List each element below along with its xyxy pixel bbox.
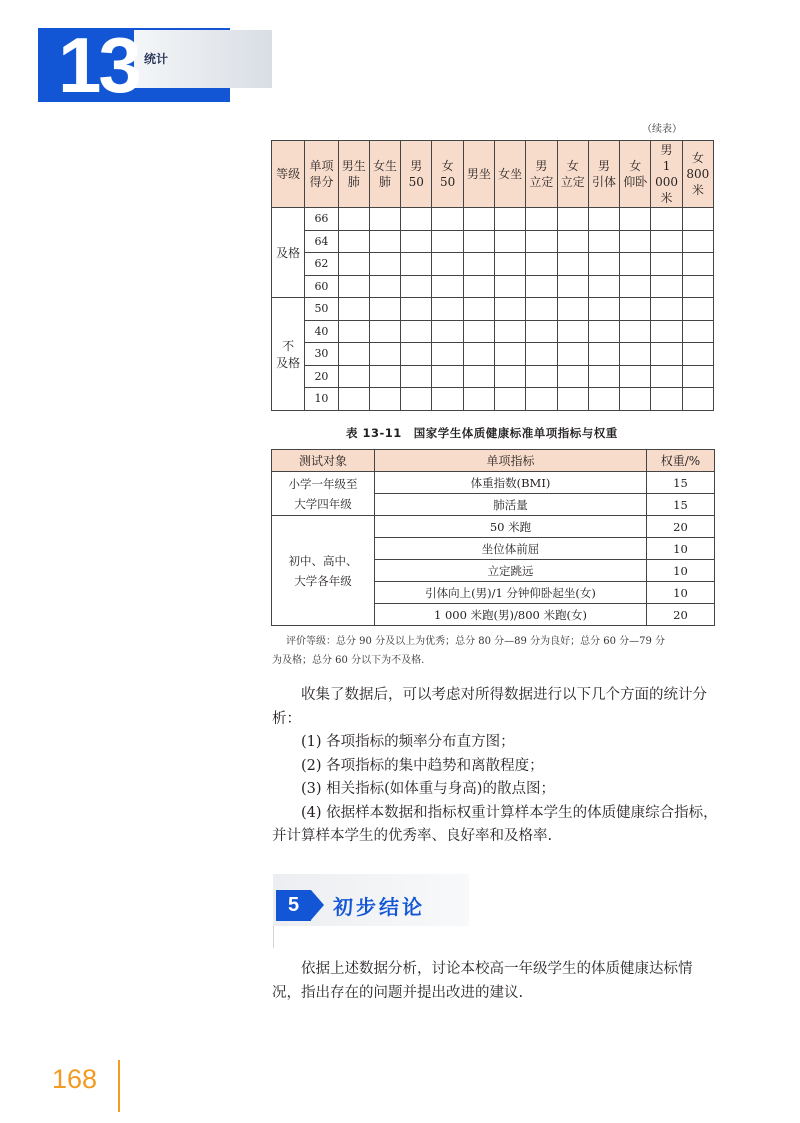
empty-cell xyxy=(463,320,494,343)
empty-cell xyxy=(369,320,400,343)
group-label: 初中、高中、 大学各年级 xyxy=(272,516,375,626)
empty-cell xyxy=(401,208,432,231)
header-cell: 男 1 000 米 xyxy=(651,141,682,208)
empty-cell xyxy=(401,388,432,411)
table-caption: 表 13-11 国家学生体质健康标准单项指标与权重 xyxy=(346,426,618,440)
list-item: (1) 各项指标的频率分布直方图； xyxy=(301,734,515,750)
header-cell: 权重/% xyxy=(647,450,715,472)
table-row xyxy=(272,516,715,538)
empty-cell xyxy=(463,343,494,366)
table-row xyxy=(272,343,714,366)
empty-cell xyxy=(401,230,432,253)
empty-cell xyxy=(682,343,713,366)
weight-cell: 20 xyxy=(647,604,715,626)
continued-label: （续表） xyxy=(642,124,682,135)
list-item: (4) 依据样本数据和指标权重计算样本学生的体质健康综合指标，并计算样本学生的优秀率、良好率和及格率. xyxy=(272,804,718,844)
weight-cell: 20 xyxy=(647,516,715,538)
header-cell: 女 立定 xyxy=(557,141,588,208)
empty-cell xyxy=(401,320,432,343)
empty-cell xyxy=(495,320,526,343)
empty-cell xyxy=(463,388,494,411)
chapter-title: 统计 xyxy=(144,52,169,66)
table-row xyxy=(272,208,714,231)
empty-cell xyxy=(557,208,588,231)
empty-cell xyxy=(588,275,619,298)
empty-cell xyxy=(463,253,494,276)
item-cell: 1 000 米跑(男)/800 米跑(女) xyxy=(375,604,647,626)
empty-cell xyxy=(651,230,682,253)
empty-cell xyxy=(588,388,619,411)
empty-cell xyxy=(495,275,526,298)
section-arrow-icon xyxy=(311,890,324,920)
header-cell: 女 800 米 xyxy=(682,141,713,208)
empty-cell xyxy=(432,388,463,411)
score-cell: 62 xyxy=(305,253,338,276)
empty-cell xyxy=(432,275,463,298)
item-cell: 坐位体前屈 xyxy=(375,538,647,560)
item-cell: 体重指数(BMI) xyxy=(375,472,647,494)
empty-cell xyxy=(682,275,713,298)
empty-cell xyxy=(369,343,400,366)
empty-cell xyxy=(588,298,619,321)
empty-cell xyxy=(495,253,526,276)
empty-cell xyxy=(432,253,463,276)
empty-cell xyxy=(338,230,369,253)
table-row xyxy=(272,275,714,298)
empty-cell xyxy=(620,388,651,411)
header-cell: 测试对象 xyxy=(272,450,375,472)
empty-cell xyxy=(557,343,588,366)
table-row xyxy=(272,320,714,343)
weight-table-header xyxy=(272,450,715,472)
item-cell: 立定跳远 xyxy=(375,560,647,582)
intro-paragraph: 收集了数据后，可以考虑对所得数据进行以下几个方面的统计分析： xyxy=(272,687,707,727)
conclusion-paragraph: 依据上述数据分析，讨论本校高一年级学生的体质健康达标情况，指出存在的问题并提出改进的建议. xyxy=(272,961,693,1001)
empty-cell xyxy=(495,343,526,366)
empty-cell xyxy=(338,298,369,321)
empty-cell xyxy=(651,298,682,321)
empty-cell xyxy=(369,208,400,231)
empty-cell xyxy=(338,253,369,276)
empty-cell xyxy=(526,298,557,321)
empty-cell xyxy=(588,230,619,253)
table-row xyxy=(272,388,714,411)
empty-cell xyxy=(401,343,432,366)
chapter-number: 13 xyxy=(58,21,139,109)
empty-cell xyxy=(338,275,369,298)
header-cell: 男 立定 xyxy=(526,141,557,208)
note-line: 评价等级：总分 90 分及以上为优秀；总分 80 分—89 分为良好；总分 60 分—79 分 xyxy=(286,636,666,647)
empty-cell xyxy=(432,298,463,321)
header-cell: 女坐 xyxy=(495,141,526,208)
empty-cell xyxy=(495,365,526,388)
empty-cell xyxy=(682,365,713,388)
empty-cell xyxy=(526,320,557,343)
score-cell: 10 xyxy=(305,388,338,411)
empty-cell xyxy=(495,388,526,411)
empty-cell xyxy=(620,253,651,276)
empty-cell xyxy=(620,298,651,321)
empty-cell xyxy=(369,365,400,388)
empty-cell xyxy=(651,275,682,298)
empty-cell xyxy=(557,253,588,276)
score-cell: 66 xyxy=(305,208,338,231)
empty-cell xyxy=(401,365,432,388)
empty-cell xyxy=(651,208,682,231)
score-table-header xyxy=(272,141,714,208)
empty-cell xyxy=(338,208,369,231)
empty-cell xyxy=(588,320,619,343)
empty-cell xyxy=(338,365,369,388)
header-cell: 单项指标 xyxy=(375,450,647,472)
empty-cell xyxy=(369,275,400,298)
empty-cell xyxy=(463,365,494,388)
weight-cell: 15 xyxy=(647,494,715,516)
empty-cell xyxy=(526,275,557,298)
score-cell: 30 xyxy=(305,343,338,366)
empty-cell xyxy=(432,230,463,253)
empty-cell xyxy=(651,365,682,388)
note-line: 为及格；总分 60 分以下为不及格. xyxy=(272,655,425,666)
table-row xyxy=(272,365,714,388)
empty-cell xyxy=(557,275,588,298)
section-rule xyxy=(273,926,274,948)
empty-cell xyxy=(588,208,619,231)
empty-cell xyxy=(557,298,588,321)
empty-cell xyxy=(682,298,713,321)
list-item: (2) 各项指标的集中趋势和离散程度； xyxy=(301,757,544,774)
empty-cell xyxy=(432,320,463,343)
empty-cell xyxy=(557,320,588,343)
empty-cell xyxy=(463,208,494,231)
empty-cell xyxy=(526,365,557,388)
empty-cell xyxy=(682,320,713,343)
empty-cell xyxy=(526,343,557,366)
empty-cell xyxy=(682,253,713,276)
header-cell: 男坐 xyxy=(463,141,494,208)
table-row xyxy=(272,230,714,253)
empty-cell xyxy=(526,253,557,276)
item-cell: 引体向上(男)/1 分钟仰卧起坐(女) xyxy=(375,582,647,604)
empty-cell xyxy=(338,388,369,411)
page-number-divider xyxy=(118,1060,120,1112)
empty-cell xyxy=(401,253,432,276)
empty-cell xyxy=(651,343,682,366)
list-item: (3) 相关指标(如体重与身高)的散点图； xyxy=(301,781,555,797)
empty-cell xyxy=(588,365,619,388)
empty-cell xyxy=(432,343,463,366)
empty-cell xyxy=(557,365,588,388)
item-cell: 50 米跑 xyxy=(375,516,647,538)
grade-label: 不 及格 xyxy=(272,298,305,411)
page-number: 168 xyxy=(52,1064,98,1094)
empty-cell xyxy=(495,230,526,253)
score-cell: 20 xyxy=(305,365,338,388)
score-table xyxy=(271,140,714,411)
header-cell: 女 50 xyxy=(432,141,463,208)
empty-cell xyxy=(557,388,588,411)
analysis-text xyxy=(272,684,718,849)
score-cell: 40 xyxy=(305,320,338,343)
empty-cell xyxy=(432,365,463,388)
empty-cell xyxy=(620,275,651,298)
weight-cell: 10 xyxy=(647,538,715,560)
empty-cell xyxy=(401,275,432,298)
header-cell: 男 50 xyxy=(401,141,432,208)
empty-cell xyxy=(463,275,494,298)
weight-table xyxy=(271,449,715,626)
empty-cell xyxy=(369,298,400,321)
item-cell: 肺活量 xyxy=(375,494,647,516)
empty-cell xyxy=(526,230,557,253)
empty-cell xyxy=(432,208,463,231)
evaluation-note xyxy=(272,632,718,670)
table-row xyxy=(272,253,714,276)
header-cell: 男生 肺 xyxy=(338,141,369,208)
score-cell: 50 xyxy=(305,298,338,321)
empty-cell xyxy=(682,230,713,253)
conclusion-text xyxy=(272,958,718,1005)
grade-label: 及格 xyxy=(272,208,305,298)
empty-cell xyxy=(557,230,588,253)
empty-cell xyxy=(526,388,557,411)
empty-cell xyxy=(495,208,526,231)
empty-cell xyxy=(651,320,682,343)
empty-cell xyxy=(526,208,557,231)
empty-cell xyxy=(369,230,400,253)
weight-cell: 15 xyxy=(647,472,715,494)
empty-cell xyxy=(463,298,494,321)
empty-cell xyxy=(369,388,400,411)
weight-cell: 10 xyxy=(647,582,715,604)
empty-cell xyxy=(651,253,682,276)
empty-cell xyxy=(588,343,619,366)
empty-cell xyxy=(682,208,713,231)
table-row xyxy=(272,298,714,321)
header-cell: 单项 得分 xyxy=(305,141,338,208)
empty-cell xyxy=(495,298,526,321)
empty-cell xyxy=(401,298,432,321)
header-cell: 女 仰卧 xyxy=(620,141,651,208)
empty-cell xyxy=(588,253,619,276)
weight-cell: 10 xyxy=(647,560,715,582)
empty-cell xyxy=(338,343,369,366)
table-row xyxy=(272,472,715,494)
empty-cell xyxy=(620,365,651,388)
header-cell: 男 引体 xyxy=(588,141,619,208)
empty-cell xyxy=(682,388,713,411)
empty-cell xyxy=(463,230,494,253)
empty-cell xyxy=(620,230,651,253)
empty-cell xyxy=(620,208,651,231)
empty-cell xyxy=(369,253,400,276)
score-cell: 64 xyxy=(305,230,338,253)
empty-cell xyxy=(338,320,369,343)
header-cell: 女生 肺 xyxy=(369,141,400,208)
empty-cell xyxy=(620,343,651,366)
section-number: 5 xyxy=(276,890,311,921)
empty-cell xyxy=(651,388,682,411)
header-cell: 等级 xyxy=(272,141,305,208)
score-cell: 60 xyxy=(305,275,338,298)
section-title: 初步结论 xyxy=(333,895,425,919)
empty-cell xyxy=(620,320,651,343)
group-label: 小学一年级至 大学四年级 xyxy=(272,472,375,516)
